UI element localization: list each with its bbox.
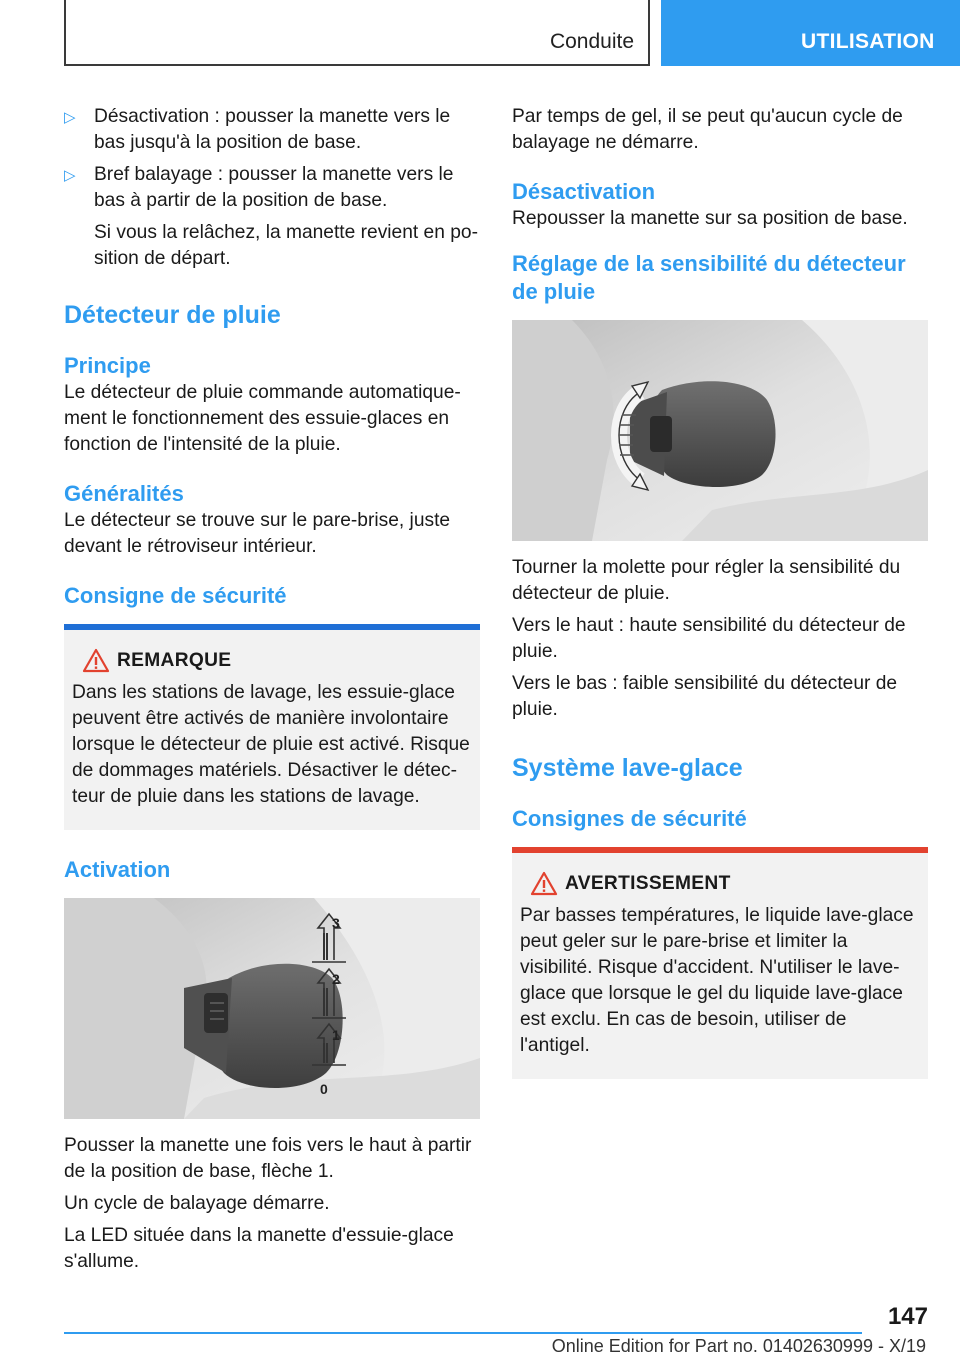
figure-label-3: 3 [332, 915, 340, 931]
notice-title: REMARQUE [117, 650, 232, 671]
figure-label-0: 0 [320, 1081, 328, 1097]
warning-box [512, 847, 928, 1079]
activation-illustration [64, 898, 480, 1119]
general-text: Le détecteur se trouve sur le pare-brise, juste devant le rétroviseur intérieur. [64, 510, 451, 557]
sensitivity-text-3: Vers le bas : faible sensibilité du détecteur de pluie. [512, 673, 898, 720]
bullet-deactivation: ▷ Désactivation : pousser la manette vers le bas jusqu'à la position de base. [64, 106, 451, 153]
activation-text-1: Pousser la manette une fois vers le haut à partir de la position de base, flèche 1. [64, 1135, 472, 1182]
heading-sensitivity: Réglage de la sensibilité du détecteur de pluie [512, 251, 906, 304]
bullet-triangle-icon: ▷ [64, 167, 76, 184]
notice-text: Dans les stations de lavage, les essuie-glace peuvent être activés de manière involontaire lorsque le détecteur de pluie est activé. Risque de dommages matériels. Désactiver le détecteur de pluie dans les stations de lavage. [72, 682, 470, 807]
header-section-box [64, 0, 650, 66]
heading-washer-system: Système lave-glace [512, 754, 743, 782]
figure-label-2: 2 [332, 971, 340, 987]
footer-divider [64, 1332, 862, 1334]
activation-text-2: Un cycle de balayage démarre. [64, 1193, 330, 1214]
frost-text: Par temps de gel, il se peut qu'aucun cycle de balayage ne démarre. [512, 106, 903, 153]
header-chapter-box [661, 0, 960, 66]
bullet-note: Si vous la relâchez, la manette revient en position de départ. [94, 222, 478, 269]
sensitivity-text-2: Vers le haut : haute sensibilité du détecteur de pluie. [512, 615, 906, 662]
sensitivity-illustration [512, 320, 928, 541]
sensitivity-text-1: Tourner la molette pour régler la sensibilité du détecteur de pluie. [512, 557, 901, 604]
warning-title: AVERTISSEMENT [565, 873, 731, 894]
activation-text-3: La LED située dans la manette d'essuie-glace s'allume. [64, 1225, 454, 1272]
bullet-brief-wipe: ▷ Bref balayage : pousser la manette vers le bas à partir de la position de base. [64, 164, 454, 211]
deactivation-text: Repousser la manette sur sa position de base. [512, 208, 908, 229]
right-column [512, 104, 928, 1079]
heading-principle: Principe [64, 353, 151, 378]
header-section-label: Conduite [549, 30, 634, 53]
notice-box [64, 624, 480, 830]
warning-triangle-icon [82, 648, 110, 673]
heading-rain-sensor: Détecteur de pluie [64, 301, 281, 329]
heading-washer-safety: Consignes de sécurité [512, 806, 747, 831]
left-column [64, 104, 480, 1281]
header-chapter-label: UTILISATION [801, 30, 935, 53]
footer-edition: Online Edition for Part no. 01402630999 - X/19 [551, 1336, 926, 1356]
principle-text: Le détecteur de pluie commande automatiquement le fonctionnement des essuie-glaces en fonction de l'intensité de la pluie. [64, 382, 461, 455]
figure-label-1: 1 [332, 1027, 340, 1043]
page-number: 147 [887, 1303, 928, 1330]
heading-deactivation: Désactivation [512, 179, 656, 204]
warning-triangle-icon [530, 871, 558, 896]
bullet-triangle-icon: ▷ [64, 109, 76, 126]
heading-safety: Consigne de sécurité [64, 583, 287, 608]
heading-general: Généralités [64, 481, 184, 506]
heading-activation: Activation [64, 857, 171, 882]
warning-text: Par basses températures, le liquide lave-glace peut geler sur le pare-brise et limiter la visibilité. Risque d'accident. N'utiliser le lave-glace que lorsque le gel du liquide lave-glace est exclu. En cas de besoin, utiliser de l'antigel. [520, 905, 914, 1056]
